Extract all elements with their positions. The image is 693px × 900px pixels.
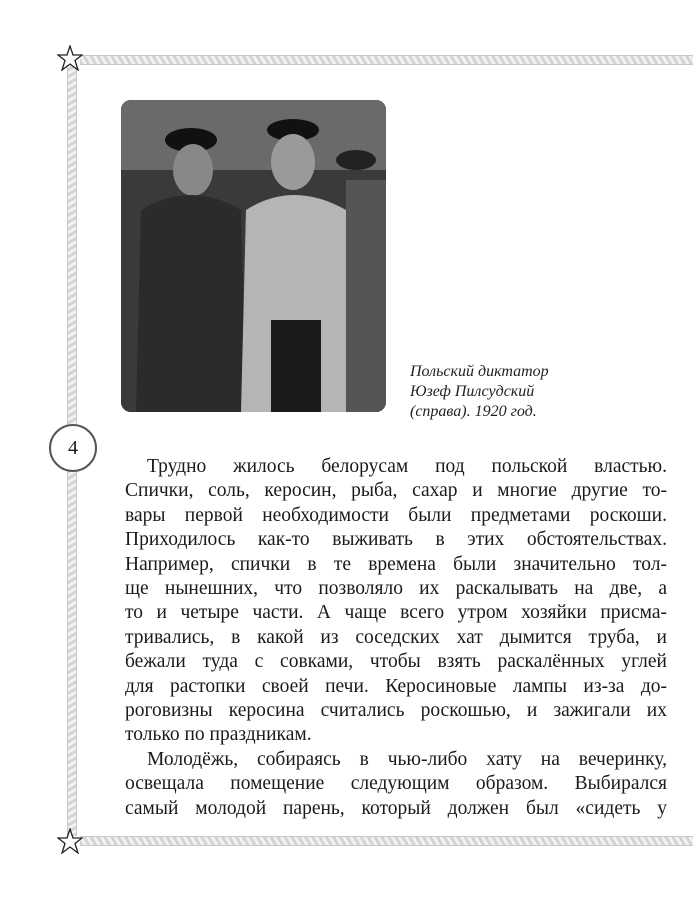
caption-line: Юзеф Пилсудский (410, 383, 535, 400)
star-icon (57, 45, 83, 71)
text-line: освещала помещение следующим образом. Выбирался (125, 773, 667, 795)
text-line: Молодёжь, собираясь в чью-либо хату на вечеринку, (147, 748, 667, 770)
text-line: ще нынешних, что позволяло их раскалывать на две, а (125, 578, 667, 600)
text-line: роговизны керосина считались роскошью, и зажигали их (125, 700, 667, 722)
body-text (125, 455, 667, 821)
text-line: то и четыре части. А чаще всего утром хозяйки присма- (125, 602, 667, 624)
text-line: Например, спички в те времена были значительно тол- (125, 553, 667, 575)
text-line: Трудно жилось белорусам под польской властью. (147, 456, 667, 477)
caption-line: Польский диктатор (410, 363, 549, 380)
frame-top-border (80, 55, 693, 65)
frame-bottom-border (80, 836, 693, 846)
text-line: Спички, соль, керосин, рыба, сахар и многие другие то- (125, 480, 667, 502)
photo-caption (410, 362, 549, 422)
star-icon (57, 828, 83, 854)
text-line: бежали туда с совками, чтобы взять раскалённых углей (125, 651, 667, 673)
historical-photo (121, 100, 386, 412)
text-line: только по праздникам. (125, 724, 312, 746)
text-line: Приходилось как-то выживать в этих обстоятельствах. (125, 529, 667, 551)
text-line: вары первой необходимости были предметами роскоши. (125, 504, 667, 526)
caption-line: (справа). 1920 год. (410, 403, 537, 420)
text-line: тривались, в какой из соседских хат дымится труба, и (125, 626, 667, 648)
page-number: 4 (49, 424, 97, 472)
text-line: для растопки своей печи. Керосиновые лампы из-за до- (125, 675, 667, 697)
text-line: самый молодой парень, который должен был «сидеть у (125, 797, 667, 819)
